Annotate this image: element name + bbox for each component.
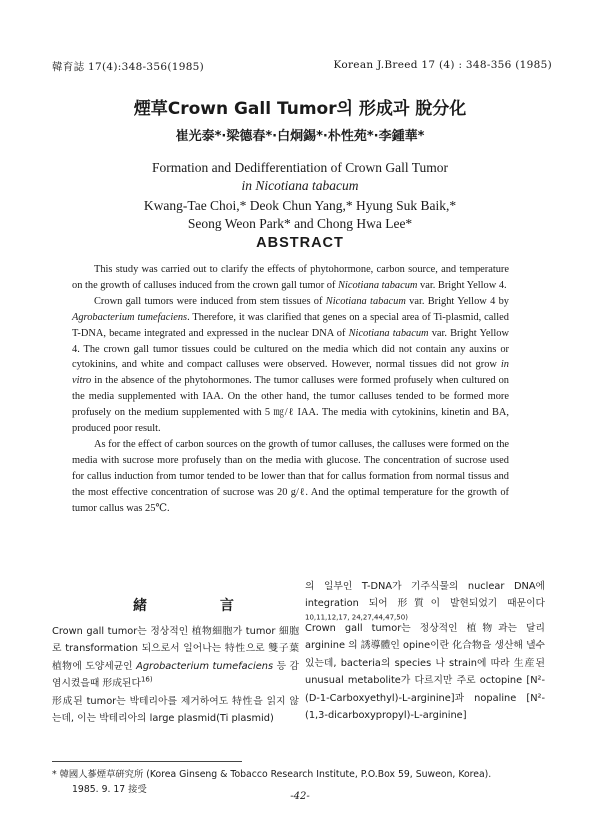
abstract-paragraph-1 xyxy=(72,262,509,294)
authors-english-line2: Seong Weon Park* and Chong Hwa Lee* xyxy=(187,216,413,231)
abstract-text: in the absence of the phytohormones. The tumor calluses were formed profusely when cultured on the media supplemented with IAA. On the other hand, the tumor calluses tended to be formed more profusely on the medium supplemented with 5 ㎎/ℓ IAA. The media with cytokinins, kinetin and BA, produced poor result. xyxy=(72,375,509,435)
abstract-text: var. Bright Yellow 4. The crown gall tumor tissues could be cultured on the media which did not contain any auxins or cytokinins, and white and compact calluses were observed. However, normal tissues did not grow xyxy=(72,327,509,371)
abstract-text: Crown gall tumors were induced from stem tissues of xyxy=(94,295,326,307)
footnote-received-date: 1985. 9. 17 接受 xyxy=(72,783,147,795)
species-name: Nicotiana tabacum xyxy=(348,327,429,339)
footnote-divider xyxy=(52,761,242,762)
left-paragraph-1 xyxy=(52,623,299,693)
abstract-heading: ABSTRACT xyxy=(256,235,344,251)
species-name: Agrobacterium tumefaciens xyxy=(72,311,188,323)
citation-superscript: 16) xyxy=(140,675,153,684)
right-column xyxy=(305,620,545,724)
abstract-text: var. Bright Yellow 4. xyxy=(417,279,507,291)
authors-korean: 崔光泰*·梁德春*·白炯錫*·朴性苑*·李鍾華* xyxy=(175,129,425,144)
journal-header-korean: 韓育誌 17(4):348-356(1985) xyxy=(52,61,205,73)
abstract-text: var. Bright Yellow 4 by xyxy=(405,295,509,307)
right-paragraph-1: Crown gall tumor는 정상적인 植物과는 달리 arginine 의 誘導體인 opine이란 化合物을 생산해 낼수 있는데, bacteria의 species 나 strain에 따라 生産된 unusual metabolite가 다르지만 주로 octopine [N²-(D-1-Carboxyethyl)-L-arginine]과 nopaline [N²-(1,3-dicarboxypropyl)-L-arginine] xyxy=(305,623,545,722)
body-text: 의 일부인 T-DNA가 기주식물의 nuclear DNA에 integration 되어 形質이 발현되었기 때문이다 xyxy=(305,581,545,610)
body-text: 등 감염시켰을때 形成된다 xyxy=(52,660,300,690)
title-english-line2: in Nicotiana tabacum xyxy=(241,178,359,193)
authors-english-line1: Kwang-Tae Choi,* Deok Chun Yang,* Hyung Suk Baik,* xyxy=(143,198,457,213)
citation-superscript: 10,11,12,17, 24,27,44,47,50) xyxy=(305,613,408,622)
species-name: Agrobacterium tumefaciens xyxy=(136,660,274,672)
title-english xyxy=(0,159,600,195)
species-name: Nicotiana tabacum xyxy=(338,279,418,291)
authors-english xyxy=(0,197,600,233)
page-number: -42- xyxy=(290,791,310,802)
left-paragraph-2: 形成된 tumor는 박테리아를 제거하여도 特性을 읽지 않는데, 이는 박테리아의 large plasmid(Ti plasmid) xyxy=(52,695,299,725)
body-text: Crown gall tumor는 정상적인 植物細胞가 tumor 細胞로 transformation 되으로서 일어나는 特性으로 雙子葉植物에 도양세균인 xyxy=(52,626,299,672)
footnote-affiliation: * 韓國人蔘煙草硏究所 (Korea Ginseng & Tobacco Research Institute, P.O.Box 59, Suweon, Korea). xyxy=(52,769,492,780)
journal-header-english: Korean J.Breed 17 (4) : 348-356 (1985) xyxy=(333,59,552,71)
abstract-text: This study was carried out to clarify the effects of phytohormone, carbon source, and temperature on the growth of calluses induced from the crown gall tumor of xyxy=(72,264,509,291)
abstract-paragraph-2 xyxy=(72,294,509,437)
section-title-introduction: 緒 言 xyxy=(133,598,268,614)
abstract-paragraph-3: As for the effect of carbon sources on the growth of tumor calluses, the calluses were formed on the media with sucrose more profusely than on the media with glucose. The concentration of sucrose used for callus induction from tumor tended to be lower than that for callus formation from normal tissus and the most effective concentration of sucrose was 20 g/ℓ. And the optimal temperature for the growth of tumor callus was 25℃. xyxy=(72,438,510,514)
abstract-text: . Therefore, it was clarified that genes on a special area of Ti-plasmid, called T-DNA, became integrated and expressed in the nuclear DNA of xyxy=(72,311,509,339)
title-korean: 煙草Crown Gall Tumor의 形成과 脫分化 xyxy=(133,99,467,119)
latin-term: in vitro xyxy=(72,359,509,387)
title-english-line1: Formation and Dedifferentiation of Crown Gall Tumor xyxy=(152,160,448,175)
species-name: Nicotiana tabacum xyxy=(325,295,406,307)
left-column xyxy=(52,623,299,727)
abstract-body xyxy=(72,262,509,517)
